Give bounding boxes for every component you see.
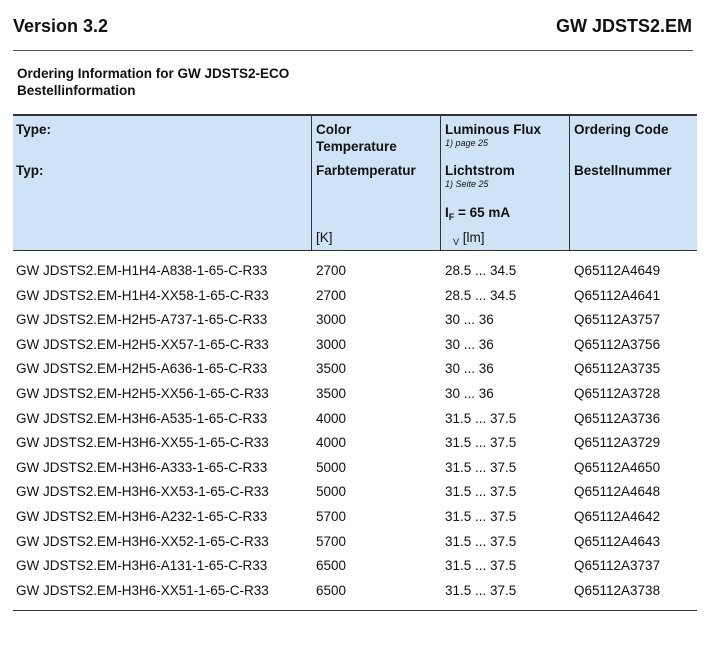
cell-color-temperature: 2700 — [316, 263, 347, 278]
cell-ordering-code: Q65112A3728 — [574, 385, 661, 401]
cell-color-temperature: 5000 — [316, 459, 347, 475]
table-row — [13, 432, 697, 457]
table-row — [13, 285, 697, 310]
column-divider — [569, 116, 570, 250]
table-row — [13, 506, 697, 531]
cell-color-temperature: 5700 — [316, 508, 347, 524]
table-row — [13, 260, 697, 285]
table-header — [13, 114, 697, 251]
table-row — [13, 457, 697, 482]
ordering-title: Ordering Information for GW JDSTS2-ECO — [17, 66, 290, 81]
header-flux-unit — [453, 230, 485, 247]
cell-ordering-code: Q65112A4648 — [574, 484, 661, 500]
ordering-heading — [17, 65, 289, 99]
cell-color-temperature: 5000 — [316, 484, 347, 500]
header-temp-en — [316, 121, 397, 155]
condition-current-symbol: I — [445, 205, 449, 220]
cell-ordering-code: Q65112A3756 — [574, 336, 661, 352]
cell-color-temperature: 5700 — [316, 533, 347, 549]
cell-ordering-code: Q65112A3738 — [574, 582, 661, 598]
cell-ordering-code: Q65112A4643 — [574, 533, 661, 549]
header-code-de: Bestellnummer — [574, 163, 672, 178]
version-label: Version 3.2 — [13, 16, 109, 36]
cell-type: GW JDSTS2.EM-H3H6-A131-1-65-C-R33 — [16, 558, 268, 574]
cell-ordering-code: Q65112A3757 — [574, 312, 661, 328]
cell-color-temperature: 2700 — [316, 287, 347, 303]
cell-luminous-flux: 28.5 ... 34.5 — [445, 287, 517, 303]
cell-ordering-code: Q65112A3736 — [574, 410, 661, 426]
cell-luminous-flux: 31.5 ... 37.5 — [445, 533, 517, 549]
table-body — [13, 251, 697, 611]
column-divider — [440, 116, 441, 250]
cell-type: GW JDSTS2.EM-H3H6-A333-1-65-C-R33 — [16, 459, 268, 475]
cell-luminous-flux: 31.5 ... 37.5 — [445, 435, 517, 451]
header-type-en: Type: — [16, 122, 52, 137]
header-temp-en-line2: Temperature — [316, 139, 397, 154]
table-row — [13, 383, 697, 408]
table-row — [13, 309, 697, 334]
header-flux-condition — [445, 204, 510, 226]
cell-ordering-code: Q65112A4642 — [574, 508, 661, 524]
cell-luminous-flux: 31.5 ... 37.5 — [445, 582, 517, 598]
cell-luminous-flux: 31.5 ... 37.5 — [445, 459, 517, 475]
cell-type: GW JDSTS2.EM-H1H4-A838-1-65-C-R33 — [16, 263, 268, 278]
table-row — [13, 531, 697, 556]
header-temp-de: Farbtemperatur — [316, 163, 416, 178]
cell-luminous-flux: 31.5 ... 37.5 — [445, 484, 517, 500]
cell-luminous-flux: 30 ... 36 — [445, 312, 494, 328]
header-flux-en — [445, 121, 541, 149]
cell-color-temperature: 3000 — [316, 312, 347, 328]
cell-luminous-flux: 30 ... 36 — [445, 336, 494, 352]
ordering-table — [13, 114, 697, 611]
ordering-subtitle: Bestellinformation — [17, 83, 136, 98]
cell-type: GW JDSTS2.EM-H2H5-A737-1-65-C-R33 — [16, 312, 268, 328]
condition-current-subscript: F — [448, 212, 455, 222]
cell-ordering-code: Q65112A4641 — [574, 287, 661, 303]
table-row — [13, 481, 697, 506]
table-row — [13, 358, 697, 383]
cell-ordering-code: Q65112A3729 — [574, 435, 661, 451]
cell-type: GW JDSTS2.EM-H3H6-XX55-1-65-C-R33 — [16, 435, 269, 451]
header-flux-en-label: Luminous Flux — [445, 122, 541, 137]
cell-type: GW JDSTS2.EM-H3H6-A535-1-65-C-R33 — [16, 410, 268, 426]
cell-type: GW JDSTS2.EM-H2H5-A636-1-65-C-R33 — [16, 361, 268, 377]
header-temp-unit: [K] — [316, 230, 333, 245]
flux-unit-label: [lm] — [459, 230, 485, 245]
table-row — [13, 408, 697, 433]
cell-luminous-flux: 30 ... 36 — [445, 361, 494, 377]
cell-color-temperature: 6500 — [316, 558, 347, 574]
table-row — [13, 555, 697, 580]
cell-ordering-code: Q65112A4649 — [574, 263, 661, 278]
cell-ordering-code: Q65112A4650 — [574, 459, 661, 475]
cell-type: GW JDSTS2.EM-H2H5-XX56-1-65-C-R33 — [16, 385, 269, 401]
cell-color-temperature: 4000 — [316, 435, 347, 451]
cell-type: GW JDSTS2.EM-H1H4-XX58-1-65-C-R33 — [16, 287, 269, 303]
cell-color-temperature: 3500 — [316, 385, 347, 401]
header-type-de: Typ: — [16, 163, 44, 178]
cell-color-temperature: 3000 — [316, 336, 347, 352]
cell-ordering-code: Q65112A3737 — [574, 558, 661, 574]
product-name: GW JDSTS2.EM — [555, 16, 692, 36]
header-flux-de-label: Lichtstrom — [445, 163, 515, 178]
header-flux-en-ref: 1) page 25 — [445, 138, 489, 148]
cell-luminous-flux: 30 ... 36 — [445, 385, 494, 401]
header-temp-en-line1: Color — [316, 122, 352, 137]
cell-color-temperature: 4000 — [316, 410, 347, 426]
cell-type: GW JDSTS2.EM-H3H6-A232-1-65-C-R33 — [16, 508, 268, 524]
cell-color-temperature: 6500 — [316, 582, 347, 598]
cell-type: GW JDSTS2.EM-H3H6-XX51-1-65-C-R33 — [16, 582, 269, 598]
cell-ordering-code: Q65112A3735 — [574, 361, 661, 377]
cell-color-temperature: 3500 — [316, 361, 347, 377]
column-divider — [311, 116, 312, 250]
header-flux-de-ref: 1) Seite 25 — [445, 179, 489, 189]
cell-luminous-flux: 31.5 ... 37.5 — [445, 508, 517, 524]
header-divider — [13, 50, 693, 51]
table-row — [13, 334, 697, 359]
cell-type: GW JDSTS2.EM-H3H6-XX53-1-65-C-R33 — [16, 484, 269, 500]
cell-type: GW JDSTS2.EM-H2H5-XX57-1-65-C-R33 — [16, 336, 269, 352]
cell-luminous-flux: 31.5 ... 37.5 — [445, 558, 517, 574]
header-flux-de — [445, 162, 515, 190]
condition-current-value: = 65 mA — [454, 205, 511, 220]
table-row — [13, 580, 697, 605]
cell-luminous-flux: 28.5 ... 34.5 — [445, 263, 517, 278]
cell-type: GW JDSTS2.EM-H3H6-XX52-1-65-C-R33 — [16, 533, 269, 549]
flux-unit-subscript: V — [453, 237, 460, 247]
header-code-en: Ordering Code — [574, 122, 669, 137]
cell-luminous-flux: 31.5 ... 37.5 — [445, 410, 517, 426]
